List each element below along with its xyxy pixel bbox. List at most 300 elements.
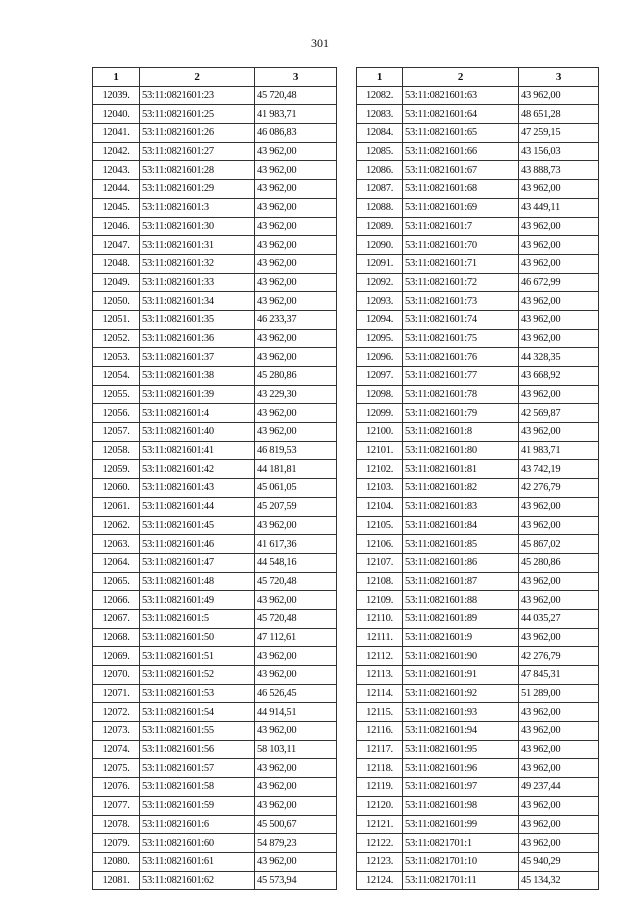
cadastral-value: 43 962,00 [519,86,599,105]
cadastral-number: 53:11:0821601:37 [140,348,255,367]
cadastral-number: 53:11:0821601:76 [403,348,519,367]
row-number: 12081. [93,871,140,890]
table-row [93,591,337,610]
cadastral-number: 53:11:0821601:56 [140,740,255,759]
table-row [357,666,599,685]
cadastral-number: 53:11:0821601:67 [403,161,519,180]
table-row [357,86,599,105]
row-number: 12082. [357,86,403,105]
row-number: 12054. [93,367,140,386]
cadastral-number: 53:11:0821601:68 [403,180,519,199]
table-row [93,759,337,778]
table-row [357,535,599,554]
row-number: 12057. [93,423,140,442]
cadastral-number: 53:11:0821601:64 [403,105,519,124]
table-row [357,591,599,610]
table-row [357,217,599,236]
row-number: 12070. [93,666,140,685]
cadastral-value: 46 819,53 [255,441,337,460]
row-number: 12071. [93,684,140,703]
cadastral-number: 53:11:0821601:94 [403,722,519,741]
table-row [93,852,337,871]
cadastral-value: 43 962,00 [255,161,337,180]
row-number: 12056. [93,404,140,423]
row-number: 12055. [93,385,140,404]
row-number: 12075. [93,759,140,778]
table-row [357,684,599,703]
cadastral-value: 46 672,99 [519,273,599,292]
table-row [93,871,337,890]
cadastral-value: 43 962,00 [519,423,599,442]
table-row [93,479,337,498]
cadastral-value: 42 276,79 [519,647,599,666]
cadastral-number: 53:11:0821601:65 [403,124,519,143]
cadastral-number: 53:11:0821601:42 [140,460,255,479]
row-number: 12044. [93,180,140,199]
table-body-right [357,86,599,890]
cadastral-number: 53:11:0821601:80 [403,441,519,460]
cadastral-value: 43 962,00 [255,796,337,815]
cadastral-value: 54 879,23 [255,834,337,853]
table-header-row [93,68,337,87]
cadastral-number: 53:11:0821601:9 [403,628,519,647]
cadastral-value: 43 888,73 [519,161,599,180]
table-row [357,796,599,815]
table-row [93,516,337,535]
cadastral-value: 43 962,00 [255,852,337,871]
cadastral-number: 53:11:0821601:32 [140,254,255,273]
table-row [357,609,599,628]
table-row [357,254,599,273]
row-number: 12098. [357,385,403,404]
row-number: 12040. [93,105,140,124]
column-header-value: 3 [255,68,337,87]
table-row [93,460,337,479]
table-row [357,497,599,516]
cadastral-value: 43 962,00 [519,740,599,759]
cadastral-value: 43 962,00 [255,759,337,778]
cadastral-number: 53:11:0821601:60 [140,834,255,853]
row-number: 12078. [93,815,140,834]
cadastral-value: 43 962,00 [255,292,337,311]
table-body-left [93,86,337,890]
table-row [93,292,337,311]
cadastral-number: 53:11:0821601:29 [140,180,255,199]
cadastral-number: 53:11:0821601:54 [140,703,255,722]
cadastral-number: 53:11:0821601:3 [140,198,255,217]
cadastral-value: 45 940,29 [519,852,599,871]
cadastral-value: 45 720,48 [255,572,337,591]
table-row [357,385,599,404]
row-number: 12060. [93,479,140,498]
cadastral-number: 53:11:0821601:84 [403,516,519,535]
cadastral-number: 53:11:0821601:75 [403,329,519,348]
row-number: 12113. [357,666,403,685]
cadastral-number: 53:11:0821601:33 [140,273,255,292]
cadastral-value: 43 962,00 [255,254,337,273]
cadastral-value: 45 867,02 [519,535,599,554]
cadastral-number: 53:11:0821601:93 [403,703,519,722]
row-number: 12097. [357,367,403,386]
cadastral-value: 44 328,35 [519,348,599,367]
row-number: 12067. [93,609,140,628]
cadastral-value: 43 962,00 [255,423,337,442]
cadastral-value: 43 962,00 [255,236,337,255]
cadastral-value: 43 962,00 [519,254,599,273]
cadastral-number: 53:11:0821601:6 [140,815,255,834]
cadastral-value: 45 280,86 [519,553,599,572]
table-row [93,254,337,273]
table-row [357,703,599,722]
cadastral-number: 53:11:0821601:99 [403,815,519,834]
cadastral-value: 42 569,87 [519,404,599,423]
cadastral-number: 53:11:0821701:11 [403,871,519,890]
table-row [93,497,337,516]
cadastral-number: 53:11:0821601:69 [403,198,519,217]
row-number: 12099. [357,404,403,423]
cadastral-number: 53:11:0821701:1 [403,834,519,853]
table-row [357,161,599,180]
cadastral-value: 45 720,48 [255,609,337,628]
row-number: 12123. [357,852,403,871]
row-number: 12085. [357,142,403,161]
cadastral-value: 46 086,83 [255,124,337,143]
row-number: 12062. [93,516,140,535]
cadastral-number: 53:11:0821601:52 [140,666,255,685]
row-number: 12122. [357,834,403,853]
cadastral-value: 42 276,79 [519,479,599,498]
cadastral-number: 53:11:0821601:66 [403,142,519,161]
cadastral-number: 53:11:0821601:73 [403,292,519,311]
table-row [357,236,599,255]
row-number: 12118. [357,759,403,778]
cadastral-value: 43 962,00 [519,796,599,815]
cadastral-number: 53:11:0821601:45 [140,516,255,535]
cadastral-number: 53:11:0821601:62 [140,871,255,890]
cadastral-number: 53:11:0821601:95 [403,740,519,759]
cadastral-number: 53:11:0821601:4 [140,404,255,423]
cadastral-number: 53:11:0821601:55 [140,722,255,741]
cadastral-value: 43 962,00 [255,198,337,217]
cadastral-number: 53:11:0821601:70 [403,236,519,255]
cadastral-value: 44 181,81 [255,460,337,479]
cadastral-value: 44 035,27 [519,609,599,628]
row-number: 12087. [357,180,403,199]
table-row [357,124,599,143]
register-table-left [92,67,337,890]
column-header-number: 1 [93,68,140,87]
cadastral-value: 45 720,48 [255,86,337,105]
table-row [93,404,337,423]
row-number: 12045. [93,198,140,217]
cadastral-number: 53:11:0821601:49 [140,591,255,610]
row-number: 12084. [357,124,403,143]
table-row [93,198,337,217]
row-number: 12107. [357,553,403,572]
row-number: 12117. [357,740,403,759]
cadastral-number: 53:11:0821601:86 [403,553,519,572]
row-number: 12059. [93,460,140,479]
cadastral-number: 53:11:0821701:10 [403,852,519,871]
table-row [357,329,599,348]
cadastral-value: 45 500,67 [255,815,337,834]
row-number: 12124. [357,871,403,890]
cadastral-value: 43 962,00 [519,516,599,535]
table-row [93,740,337,759]
table-row [357,367,599,386]
cadastral-value: 48 651,28 [519,105,599,124]
cadastral-value: 43 962,00 [519,310,599,329]
cadastral-number: 53:11:0821601:38 [140,367,255,386]
row-number: 12083. [357,105,403,124]
table-row [93,310,337,329]
cadastral-value: 43 962,00 [519,759,599,778]
cadastral-value: 43 962,00 [519,722,599,741]
row-number: 12039. [93,86,140,105]
cadastral-value: 43 668,92 [519,367,599,386]
row-number: 12074. [93,740,140,759]
column-header-value: 3 [519,68,599,87]
row-number: 12063. [93,535,140,554]
cadastral-value: 47 112,61 [255,628,337,647]
cadastral-number: 53:11:0821601:96 [403,759,519,778]
register-table-right [356,67,599,890]
row-number: 12110. [357,609,403,628]
cadastral-number: 53:11:0821601:74 [403,310,519,329]
table-row [357,778,599,797]
cadastral-number: 53:11:0821601:63 [403,86,519,105]
cadastral-number: 53:11:0821601:89 [403,609,519,628]
row-number: 12100. [357,423,403,442]
column-header-cadastral-number: 2 [140,68,255,87]
table-row [93,273,337,292]
cadastral-value: 43 962,00 [255,591,337,610]
row-number: 12046. [93,217,140,236]
row-number: 12088. [357,198,403,217]
row-number: 12051. [93,310,140,329]
cadastral-number: 53:11:0821601:82 [403,479,519,498]
cadastral-number: 53:11:0821601:39 [140,385,255,404]
table-row [93,722,337,741]
table-row [93,236,337,255]
cadastral-number: 53:11:0821601:90 [403,647,519,666]
cadastral-number: 53:11:0821601:44 [140,497,255,516]
table-row [93,572,337,591]
table-row [93,834,337,853]
table-row [93,367,337,386]
row-number: 12103. [357,479,403,498]
row-number: 12076. [93,778,140,797]
table-row [93,609,337,628]
row-number: 12119. [357,778,403,797]
row-number: 12101. [357,441,403,460]
table-row [93,161,337,180]
cadastral-number: 53:11:0821601:77 [403,367,519,386]
row-number: 12105. [357,516,403,535]
row-number: 12058. [93,441,140,460]
row-number: 12086. [357,161,403,180]
cadastral-number: 53:11:0821601:79 [403,404,519,423]
cadastral-value: 47 845,31 [519,666,599,685]
cadastral-value: 43 962,00 [519,628,599,647]
row-number: 12093. [357,292,403,311]
cadastral-value: 43 962,00 [255,778,337,797]
cadastral-number: 53:11:0821601:72 [403,273,519,292]
cadastral-number: 53:11:0821601:57 [140,759,255,778]
table-row [357,572,599,591]
row-number: 12090. [357,236,403,255]
table-row [93,142,337,161]
cadastral-value: 45 207,59 [255,497,337,516]
cadastral-value: 43 962,00 [255,142,337,161]
table-row [93,647,337,666]
cadastral-number: 53:11:0821601:87 [403,572,519,591]
table-row [93,778,337,797]
cadastral-value: 43 962,00 [255,404,337,423]
cadastral-value: 41 983,71 [255,105,337,124]
row-number: 12120. [357,796,403,815]
cadastral-value: 43 962,00 [519,236,599,255]
cadastral-value: 43 962,00 [255,722,337,741]
cadastral-value: 43 962,00 [519,329,599,348]
row-number: 12079. [93,834,140,853]
table-row [357,273,599,292]
table-row [93,385,337,404]
cadastral-value: 51 289,00 [519,684,599,703]
cadastral-number: 53:11:0821601:31 [140,236,255,255]
cadastral-value: 43 742,19 [519,460,599,479]
cadastral-value: 46 233,37 [255,310,337,329]
table-row [357,348,599,367]
row-number: 12077. [93,796,140,815]
table-row [93,815,337,834]
cadastral-value: 43 962,00 [255,516,337,535]
row-number: 12092. [357,273,403,292]
row-number: 12102. [357,460,403,479]
cadastral-value: 43 962,00 [519,217,599,236]
table-row [93,348,337,367]
table-row [357,871,599,890]
row-number: 12073. [93,722,140,741]
row-number: 12049. [93,273,140,292]
table-row [357,460,599,479]
cadastral-value: 43 962,00 [255,647,337,666]
cadastral-number: 53:11:0821601:88 [403,591,519,610]
cadastral-value: 49 237,44 [519,778,599,797]
table-row [357,479,599,498]
row-number: 12094. [357,310,403,329]
cadastral-value: 43 962,00 [519,385,599,404]
cadastral-number: 53:11:0821601:92 [403,684,519,703]
table-row [93,86,337,105]
row-number: 12068. [93,628,140,647]
table-row [93,217,337,236]
row-number: 12047. [93,236,140,255]
cadastral-number: 53:11:0821601:47 [140,553,255,572]
row-number: 12109. [357,591,403,610]
table-row [93,180,337,199]
table-header-row [357,68,599,87]
cadastral-number: 53:11:0821601:23 [140,86,255,105]
cadastral-value: 43 962,00 [519,703,599,722]
table-row [93,796,337,815]
cadastral-value: 44 914,51 [255,703,337,722]
cadastral-number: 53:11:0821601:97 [403,778,519,797]
cadastral-value: 44 548,16 [255,553,337,572]
table-row [93,666,337,685]
cadastral-value: 43 229,30 [255,385,337,404]
table-row [357,852,599,871]
cadastral-number: 53:11:0821601:58 [140,778,255,797]
row-number: 12104. [357,497,403,516]
cadastral-number: 53:11:0821601:78 [403,385,519,404]
cadastral-number: 53:11:0821601:36 [140,329,255,348]
row-number: 12111. [357,628,403,647]
table-row [93,329,337,348]
table-row [357,759,599,778]
cadastral-number: 53:11:0821601:53 [140,684,255,703]
table-row [93,423,337,442]
table-row [357,105,599,124]
cadastral-number: 53:11:0821601:30 [140,217,255,236]
row-number: 12069. [93,647,140,666]
table-row [357,142,599,161]
cadastral-value: 43 962,00 [519,497,599,516]
cadastral-number: 53:11:0821601:61 [140,852,255,871]
cadastral-value: 43 962,00 [255,180,337,199]
table-row [357,647,599,666]
cadastral-number: 53:11:0821601:8 [403,423,519,442]
cadastral-value: 43 962,00 [255,329,337,348]
row-number: 12064. [93,553,140,572]
cadastral-value: 43 962,00 [519,815,599,834]
cadastral-number: 53:11:0821601:34 [140,292,255,311]
cadastral-number: 53:11:0821601:71 [403,254,519,273]
cadastral-value: 43 962,00 [519,591,599,610]
cadastral-number: 53:11:0821601:83 [403,497,519,516]
row-number: 12089. [357,217,403,236]
row-number: 12042. [93,142,140,161]
row-number: 12096. [357,348,403,367]
table-row [357,722,599,741]
table-row [357,180,599,199]
cadastral-number: 53:11:0821601:59 [140,796,255,815]
row-number: 12050. [93,292,140,311]
cadastral-value: 45 573,94 [255,871,337,890]
cadastral-value: 43 156,03 [519,142,599,161]
row-number: 12043. [93,161,140,180]
row-number: 12106. [357,535,403,554]
table-row [357,815,599,834]
cadastral-value: 43 449,11 [519,198,599,217]
cadastral-value: 43 962,00 [519,180,599,199]
row-number: 12121. [357,815,403,834]
cadastral-number: 53:11:0821601:28 [140,161,255,180]
cadastral-value: 47 259,15 [519,124,599,143]
table-row [357,310,599,329]
cadastral-value: 43 962,00 [255,273,337,292]
cadastral-value: 45 280,86 [255,367,337,386]
cadastral-value: 43 962,00 [255,348,337,367]
cadastral-value: 43 962,00 [255,666,337,685]
cadastral-value: 45 061,05 [255,479,337,498]
cadastral-value: 41 617,36 [255,535,337,554]
cadastral-value: 46 526,45 [255,684,337,703]
table-row [357,198,599,217]
cadastral-number: 53:11:0821601:85 [403,535,519,554]
cadastral-number: 53:11:0821601:5 [140,609,255,628]
table-row [93,553,337,572]
